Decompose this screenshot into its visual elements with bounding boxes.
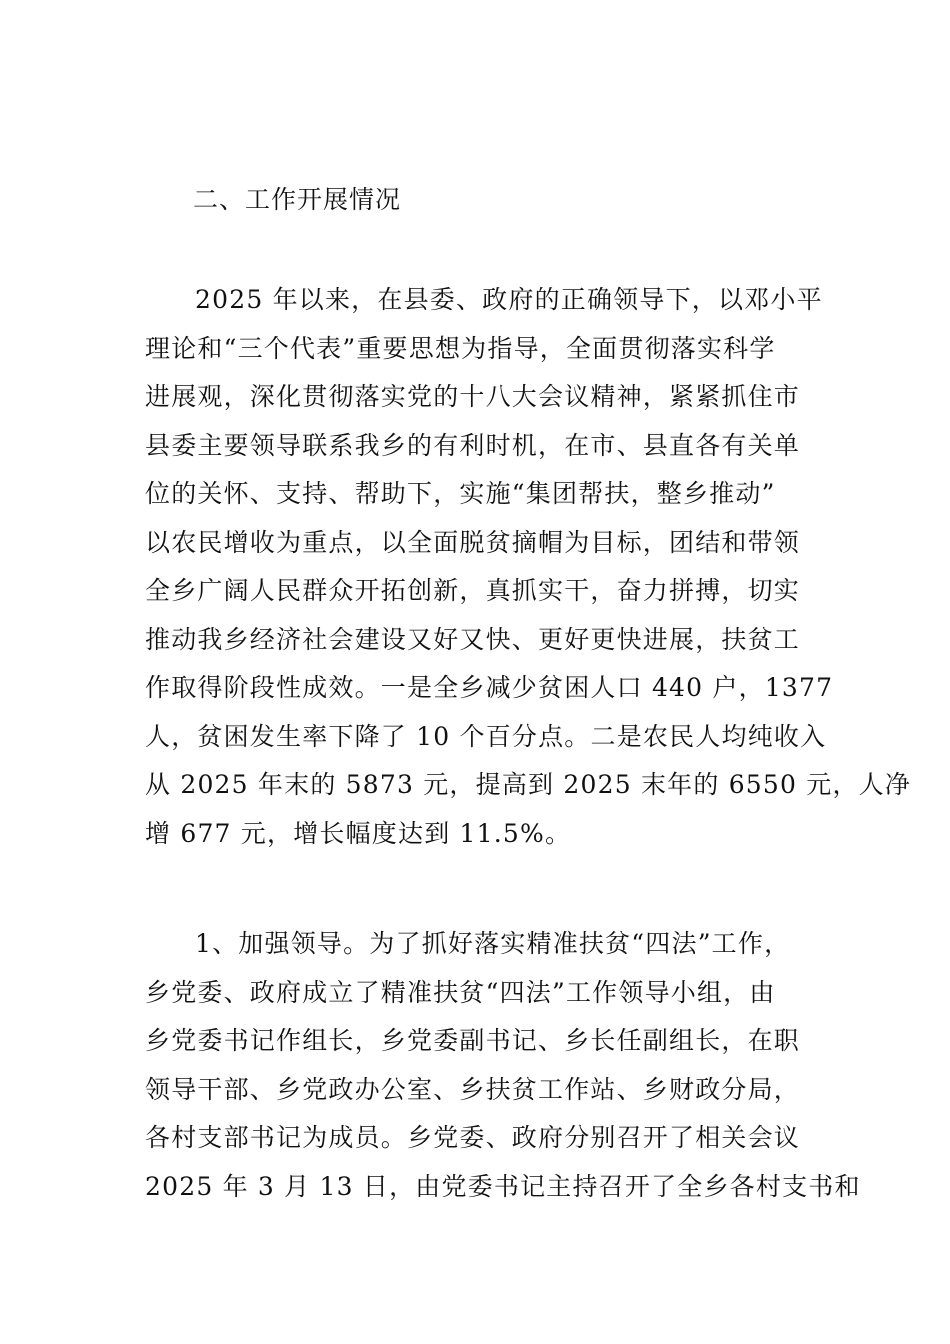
paragraph-line: 理论和“三个代表”重要思想为指导，全面贯彻落实科学 <box>145 333 776 363</box>
paragraph-line: 乡党委书记作组长，乡党委副书记、乡长任副组长，在职 <box>145 1026 801 1055</box>
section-heading: 二、工作开展情况 <box>193 185 402 214</box>
paragraph-line: 各村支部书记为成员。乡党委、政府分别召开了相关会议 <box>145 1123 801 1152</box>
paragraph-line: 位的关怀、支持、帮助下，实施“集团帮扶，整乡推动” <box>145 479 776 508</box>
paragraph-line: 乡党委、政府成立了精准扶贫“四法”工作领导小组，由 <box>145 977 776 1007</box>
paragraph-line: 进展观，深化贯彻落实党的十八大会议精神，紧紧抓住市 <box>145 382 801 411</box>
paragraph-line: 县委主要领导联系我乡的有利时机，在市、县直各有关单 <box>145 430 801 460</box>
paragraph-line: 以农民增收为重点，以全面脱贫摘帽为目标，团结和带领 <box>145 527 801 557</box>
paragraph-line: 领导干部、乡党政办公室、乡扶贫工作站、乡财政分局， <box>145 1074 801 1104</box>
paragraph-strengthen-leadership <box>145 920 861 1211</box>
paragraph-line: 1、加强领导。为了抓好落实精准扶贫“四法”工作， <box>195 929 791 958</box>
paragraph-line: 作取得阶段性成效。一是全乡减少贫困人口 440 户，1377 <box>145 673 834 702</box>
paragraph-line: 人，贫困发生率下降了 10 个百分点。二是农民人均纯收入 <box>145 721 827 751</box>
paragraph-line: 2025 年 3 月 13 日，由党委书记主持召开了全乡各村支书和 <box>145 1171 861 1201</box>
paragraph-line: 推动我乡经济社会建设又好又快、更好更快进展，扶贫工 <box>145 624 801 654</box>
paragraph-line: 从 2025 年末的 5873 元，提高到 2025 末年的 6550 元，人净 <box>145 770 912 799</box>
paragraph-work-overview <box>145 276 912 858</box>
paragraph-line: 全乡广阔人民群众开拓创新，真抓实干，奋力拼搏，切实 <box>145 576 801 605</box>
paragraph-line: 增 677 元，增长幅度达到 11.5%。 <box>145 818 572 848</box>
paragraph-line: 2025 年以来，在县委、政府的正确领导下，以邓小平 <box>195 285 823 314</box>
